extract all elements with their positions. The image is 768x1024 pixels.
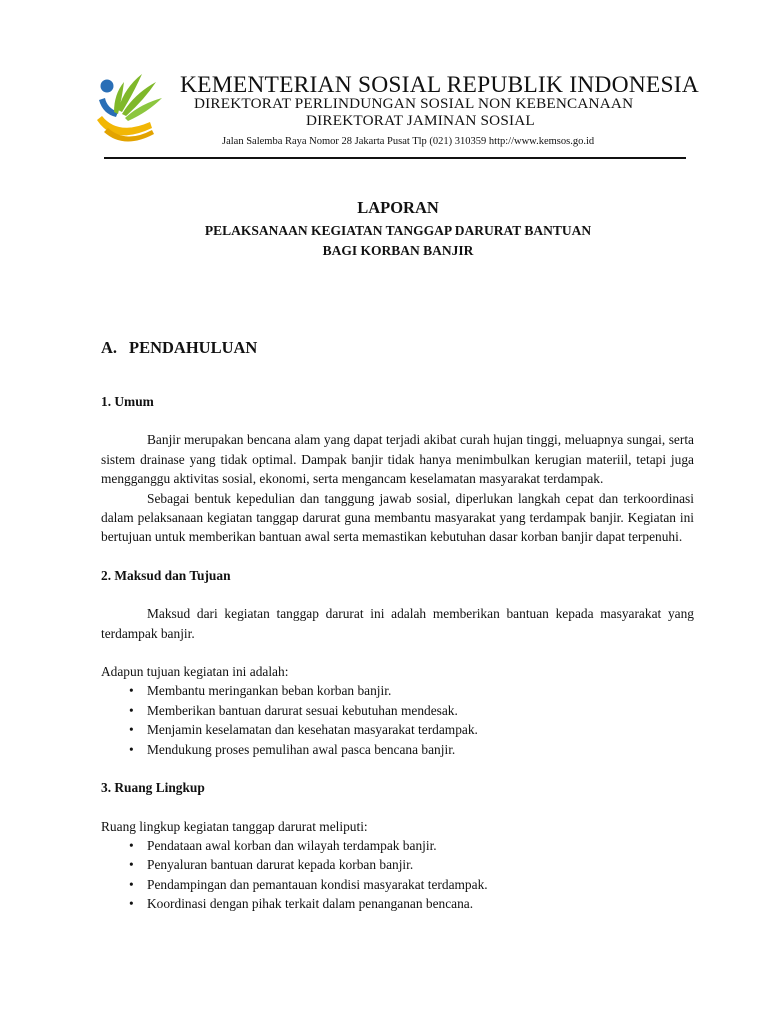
report-subtitle-line-2: BAGI KORBAN BANJIR: [322, 242, 474, 258]
subsection-umum-heading: 1. Umum: [101, 394, 154, 409]
list-item: • Pendampingan dan pemantauan kondisi masyarakat terdampak.: [147, 875, 694, 894]
report-subtitle-line-1: PELAKSANAAN KEGIATAN TANGGAP DARURAT BANTUAN: [204, 223, 592, 238]
tujuan-list: [101, 681, 694, 759]
logo-blue-dot: [101, 80, 114, 93]
letterhead-ministry: KEMENTERIAN SOSIAL REPUBLIK INDONESIA: [180, 72, 699, 98]
maksud-paragraph: Maksud dari kegiatan tanggap darurat ini adalah memberikan bantuan kepada masyarakat yang terdampak banjir.: [101, 606, 694, 641]
report-subtitle: [0, 221, 768, 260]
letterhead-divider: [104, 157, 686, 159]
section-title: PENDAHULUAN: [129, 338, 258, 357]
list-item: • Koordinasi dengan pihak terkait dalam penanganan bencana.: [147, 894, 694, 913]
letterhead-sub-directorate: DIREKTORAT JAMINAN SOSIAL: [306, 112, 535, 129]
letterhead-address: Jalan Salemba Raya Nomor 28 Jakarta Pusat Tlp (021) 310359 http://www.kemsos.go.id: [222, 136, 595, 147]
ruang-lingkup-list: [101, 836, 694, 914]
subsection-ruang-lingkup-heading: 3. Ruang Lingkup: [101, 780, 205, 796]
list-item: • Menjamin keselamatan dan kesehatan masyarakat terdampak.: [147, 720, 694, 739]
umum-paragraph-2: Sebagai bentuk kepedulian dan tanggung jawab sosial, diperlukan langkah cepat dan terkoordinasi dalam pelaksanaan kegiatan tanggap darurat guna membantu masyarakat yang terdampak banjir. Kegiatan ini bertujuan untuk memberikan bantuan awal serta memastikan kebutuhan dasar korban banjir dapat terpenuhi.: [101, 490, 694, 545]
section-heading: [101, 338, 694, 362]
subsection-maksud-heading: 2. Maksud dan Tujuan: [101, 567, 231, 583]
umum-paragraph-1: Banjir merupakan bencana alam yang dapat terjadi akibat curah hujan tinggi, meluapnya sungai, serta sistem drainase yang tidak optimal. Dampak banjir tidak hanya menimbulkan kerugian materiil, tetapi juga mengganggu aktivitas sosial, ekonomi, serta mengancam keselamatan masyarakat terdampak.: [101, 432, 694, 487]
list-item: • Pendataan awal korban dan wilayah terdampak banjir.: [147, 836, 694, 855]
list-item: • Membantu meringankan beban korban banjir.: [147, 681, 694, 700]
list-item: • Memberikan bantuan darurat sesuai kebutuhan mendesak.: [147, 701, 694, 720]
section-number: A.: [101, 338, 118, 357]
tujuan-intro: Adapun tujuan kegiatan ini adalah:: [101, 664, 289, 680]
list-item: • Mendukung proses pemulihan awal pasca bencana banjir.: [147, 740, 694, 759]
report-body: [101, 338, 694, 914]
list-item: • Penyaluran bantuan darurat kepada korban banjir.: [147, 855, 694, 874]
report-title: LAPORAN: [357, 198, 439, 217]
kemensos-logo-icon: [94, 70, 164, 146]
letterhead-directorate: DIREKTORAT PERLINDUNGAN SOSIAL NON KEBENCANAAN: [194, 95, 634, 112]
ruang-lingkup-intro: Ruang lingkup kegiatan tanggap darurat meliputi:: [101, 818, 368, 834]
